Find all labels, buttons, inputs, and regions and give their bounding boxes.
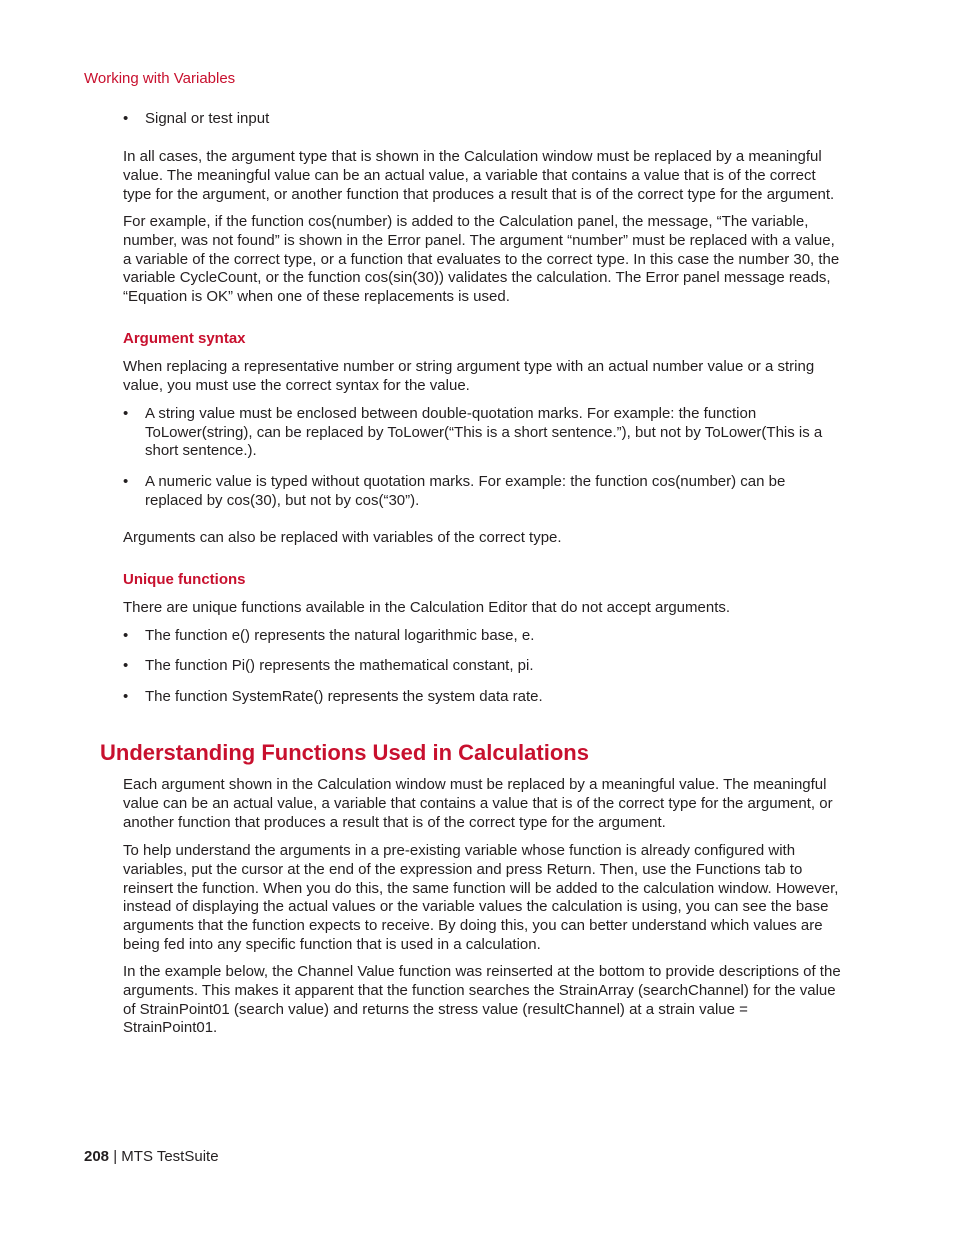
list-item-text: A numeric value is typed without quotation marks. For example: the function cos(number) can be replaced by cos(30), but not by cos(“30”).: [145, 473, 786, 509]
section-heading: Understanding Functions Used in Calculations: [100, 740, 589, 765]
intro-paragraph-2: For example, if the function cos(number) is added to the Calculation panel, the message, “The variable, number, was not found” is shown in the Error panel. The argument “number” must be replaced with a value, a variable of the correct type, or a function that evaluates to the correct type. In this case the number 30, the variable CycleCount, or the function cos(sin(30)) validates the calculation. The Error panel message reads, “Equation is OK” when one of these replacements is used.: [123, 213, 840, 306]
footer-separator: |: [113, 1148, 118, 1165]
bullet-glyph: •: [123, 110, 129, 127]
understanding-paragraph-3: In the example below, the Channel Value function was reinserted at the bottom to provide descriptions of the arguments. This makes it apparent that the function searches the StrainArray (searchChannel) for the value of StrainPoint01 (search value) and returns the stress value (resultChannel) at a strain value = StrainPoint01.: [123, 963, 841, 1037]
argument-syntax-intro: When replacing a representative number or string argument type with an actual number value or a string value, you must use the correct syntax for the value.: [123, 358, 815, 394]
running-header: Working with Variables: [84, 70, 236, 87]
argument-syntax-heading: Argument syntax: [123, 330, 246, 347]
bullet-glyph: •: [123, 627, 129, 644]
list-item-text: The function e() represents the natural logarithmic base, e.: [145, 627, 535, 644]
list-item-text: The function Pi() represents the mathematical constant, pi.: [145, 657, 534, 674]
page-footer: [84, 1148, 219, 1165]
page-number: 208: [84, 1148, 110, 1165]
bullet-glyph: •: [123, 473, 129, 490]
list-item-text: Signal or test input: [145, 110, 270, 127]
list-item-text: The function SystemRate() represents the system data rate.: [145, 688, 543, 705]
unique-functions-heading: Unique functions: [123, 571, 246, 588]
bullet-glyph: •: [123, 657, 129, 674]
intro-paragraph-1: In all cases, the argument type that is shown in the Calculation window must be replaced by a meaningful value. The meaningful value can be an actual value, a variable that contains a value that is of the correct type for the argument, or another function that produces a result that is of the correct type for the argument.: [123, 148, 835, 203]
understanding-paragraph-2: To help understand the arguments in a pre-existing variable whose function is already configured with variables, put the cursor at the end of the expression and press Return. Then, use the Functions tab to reinsert the function. When you do this, the same function will be added to the calculation window. However, instead of displaying the actual values or the variable values the calculation is using, you can see the base arguments that the function expects to receive. By doing this, you can better understand which values are being fed into any specific function that is used in a calculation.: [123, 842, 839, 953]
argument-syntax-closing: Arguments can also be replaced with variables of the correct type.: [123, 529, 562, 546]
bullet-glyph: •: [123, 688, 129, 705]
bullet-glyph: •: [123, 405, 129, 422]
understanding-paragraph-1: Each argument shown in the Calculation window must be replaced by a meaningful value. The meaningful value can be an actual value, a variable that contains a value that is of the correct type for the argument, or another function that produces a result that is of the correct type for the argument.: [123, 776, 833, 831]
list-item-text: A string value must be enclosed between double-quotation marks. For example: the function ToLower(string), can be replaced by ToLower(“This is a short sentence.”), but not by ToLower(This is a short sentence.).: [145, 405, 823, 460]
unique-functions-intro: There are unique functions available in the Calculation Editor that do not accept arguments.: [123, 599, 731, 616]
footer-product: MTS TestSuite: [121, 1148, 219, 1165]
